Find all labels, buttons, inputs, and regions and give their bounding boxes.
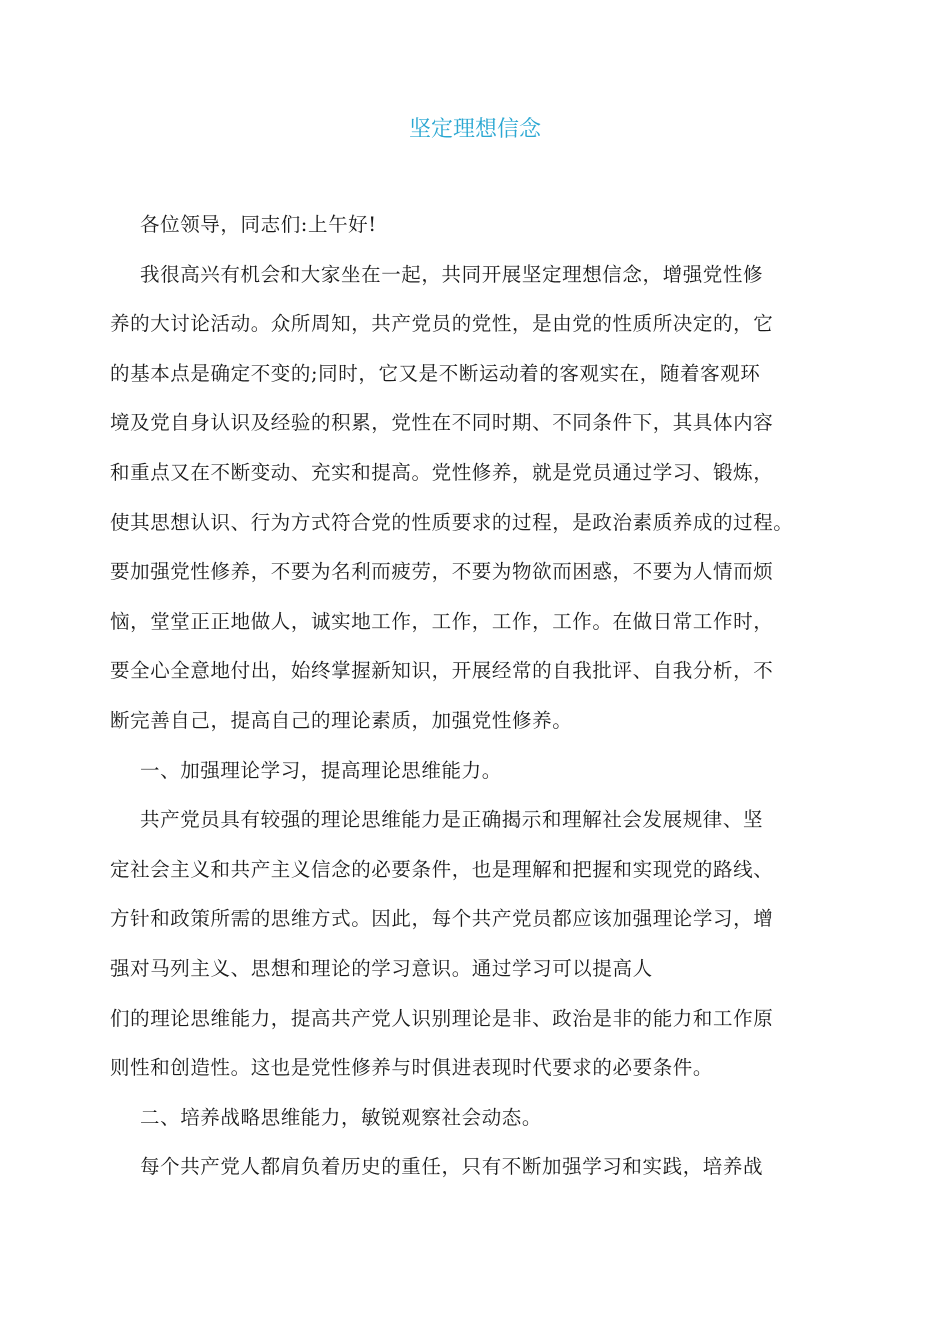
paragraph-line: 定社会主义和共产主义信念的必要条件，也是理解和把握和实现党的路线、 xyxy=(110,857,774,881)
paragraph-line: 则性和创造性。这也是党性修养与时俱进表现时代要求的必要条件。 xyxy=(110,1056,714,1080)
paragraph-line: 使其思想认识、行为方式符合党的性质要求的过程，是政治素质养成的过程。 xyxy=(110,510,794,534)
paragraph-line: 们的理论思维能力，提高共产党人识别理论是非、政治是非的能力和工作原 xyxy=(110,1006,774,1030)
paragraph-line: 和重点又在不断变动、充实和提高。党性修养，就是党员通过学习、锻炼， xyxy=(110,460,774,484)
paragraph-line: 断完善自己，提高自己的理论素质，加强党性修养。 xyxy=(110,708,573,732)
paragraph-line: 要全心全意地付出，始终掌握新知识，开展经常的自我批评、自我分析，不 xyxy=(110,659,774,683)
paragraph-line: 养的大讨论活动。众所周知，共产党员的党性，是由党的性质所决定的，它 xyxy=(110,312,774,336)
paragraph-line: 强对马列主义、思想和理论的学习意识。通过学习可以提高人 xyxy=(110,956,653,980)
section-heading-1: 一、加强理论学习，提高理论思维能力。 xyxy=(140,758,502,782)
paragraph-line: 境及党自身认识及经验的积累，党性在不同时期、不同条件下，其具体内容 xyxy=(110,411,774,435)
greeting-line: 各位领导，同志们:上午好! xyxy=(140,213,377,236)
section-heading-2: 二、培养战略思维能力，敏锐观察社会动态。 xyxy=(140,1105,543,1129)
paragraph-line: 共产党员具有较强的理论思维能力是正确揭示和理解社会发展规律、坚 xyxy=(140,808,764,832)
paragraph-line: 我很高兴有机会和大家坐在一起，共同开展坚定理想信念，增强党性修 xyxy=(140,262,764,286)
document-body xyxy=(110,208,850,1200)
paragraph-line: 每个共产党人都肩负着历史的重任，只有不断加强学习和实践，培养战 xyxy=(140,1155,764,1179)
paragraph-line: 要加强党性修养，不要为名利而疲劳，不要为物欲而困惑，不要为人情而烦 xyxy=(110,560,774,584)
paragraph-line: 方针和政策所需的思维方式。因此，每个共产党员都应该加强理论学习，增 xyxy=(110,907,774,931)
paragraph-line: 恼，堂堂正正地做人，诚实地工作，工作，工作，工作。在做日常工作时， xyxy=(110,609,774,633)
document-title: 坚定理想信念 xyxy=(408,117,541,142)
paragraph-line: 的基本点是确定不变的;同时，它又是不断运动着的客观实在，随着客观环 xyxy=(110,361,761,385)
